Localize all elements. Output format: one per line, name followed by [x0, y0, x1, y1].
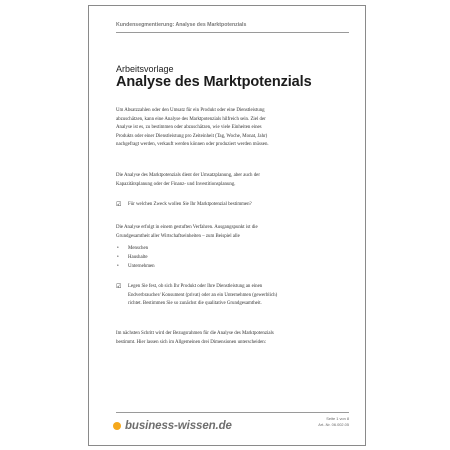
article-number: Art.-Nr. 06.002.05 [318, 422, 349, 427]
page-title: Analyse des Marktpotenzials [116, 74, 312, 90]
list-item-text: Menschen [128, 246, 149, 251]
footer-divider [116, 412, 349, 413]
header-divider [116, 32, 349, 33]
paragraph-dimensions: Im nächsten Schritt wird der Bezugsrahmen für die Analyse des Marktpotenzials bestimmt. Hier lassen sich im Allgemeinen drei Dimensionen unterscheiden: [116, 331, 274, 345]
document-page [88, 5, 366, 446]
brand-logo [113, 419, 232, 433]
checklist-item-text: Legen Sie fest, ob sich Ihr Produkt oder Ihre Dienstleistung an einen Endverbraucher/ Konsument (privat) oder an ein Unternehmen (gewerblich) richtet. Bestimmen Sie so zunächst die qualitative Grundgesamtheit. [128, 284, 278, 307]
paragraph-procedure: Die Analyse erfolgt in einem gestuften Verfahren. Ausgangspunkt ist die Grundgesamtheit aller Wirtschaftseinheiten – zum Beispiel alle [116, 225, 258, 239]
list-item [116, 253, 236, 262]
paragraph-purpose: Die Analyse des Marktpotenzials dient der Umsatzplanung, aber auch der Kapazitätsplanung oder der Finanz- und Investitionsplanung. [116, 173, 260, 187]
bullet-icon: • [117, 264, 119, 270]
document-kicker: Arbeitsvorlage [116, 64, 174, 74]
logo-text: business-wissen.de [125, 420, 232, 432]
bullet-icon: • [117, 246, 119, 251]
checkbox-icon: ☑ [116, 284, 122, 290]
bullet-list [116, 244, 236, 272]
running-header: Kundensegmentierung: Analyse des Marktpotenzials [116, 22, 247, 28]
checkbox-icon: ☑ [116, 202, 122, 208]
list-item [116, 262, 236, 271]
list-item-text: Haushalte [128, 255, 148, 261]
checklist-item-text: Für welchen Zweck wollen Sie Ihr Marktpotenzial bestimmen? [128, 202, 252, 207]
page-number: Seite 1 von 8 [326, 416, 349, 421]
list-item [116, 244, 236, 253]
list-item-text: Unternehmen [128, 264, 155, 270]
footer-meta [318, 416, 349, 428]
bullet-icon: • [117, 255, 119, 261]
paragraph-intro: Um Absatzzahlen oder den Umsatz für ein Produkt oder eine Dienstleistung abzuschätzen, kann eine Analyse des Marktpotenzials hilfreich sein. Ziel der Analyse ist es, zu bestimmen oder abzuschätzen, wie viele Einheiten eines Produkts oder einer Dienstleistung pro Zeiteinheit (Tag, Woche, Monat, Jahr) nachgefragt werden, verkauft werden können oder produziert werden müssen. [116, 108, 269, 148]
logo-dot-icon [113, 422, 121, 430]
